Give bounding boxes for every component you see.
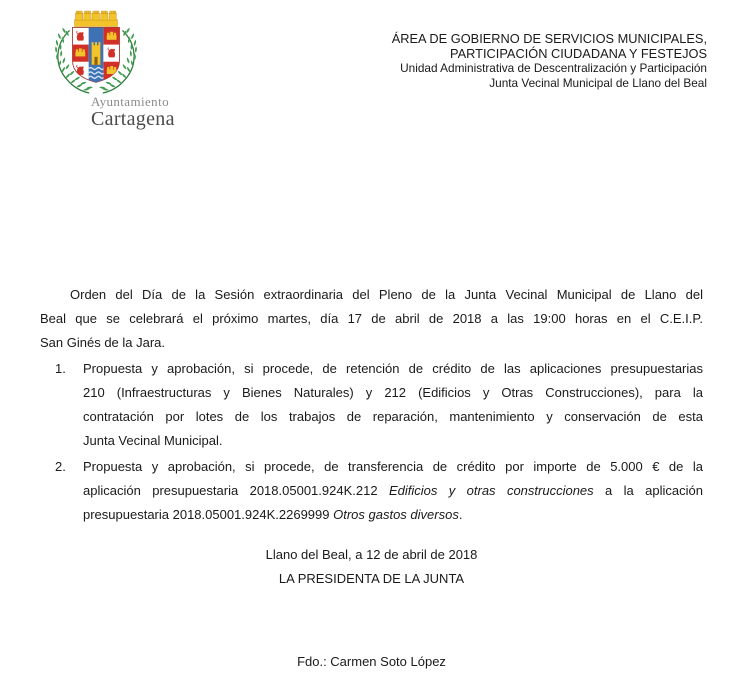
agenda-item-emphasis: Edificios y otras construcciones xyxy=(388,483,594,498)
letterhead xyxy=(392,31,707,91)
agenda-item-line: Propuesta y aprobación, si procede, de retención de crédito de las aplicaciones presupuestarias xyxy=(83,361,703,376)
agenda-item-segment: presupuestaria 2018.05001.924K.2269999 xyxy=(83,507,334,522)
cartagena-coat-of-arms xyxy=(44,4,148,94)
intro-line: San Ginés de la Jara. xyxy=(40,335,166,350)
agenda-item-line xyxy=(83,479,703,503)
agenda-item-number: 1. xyxy=(55,361,66,376)
letterhead-line-1: ÁREA DE GOBIERNO DE SERVICIOS MUNICIPALES, xyxy=(391,31,707,46)
document-body xyxy=(40,283,703,674)
agenda-item-line xyxy=(83,455,703,479)
intro-line: Beal que se celebrará el próximo martes, día 17 de abril de 2018 a las 19:00 horas en el C.E.I.P. xyxy=(40,311,703,326)
agenda-item-segment: aplicación presupuestaria 2018.05001.924K.212 xyxy=(83,483,389,498)
cartagena-logo xyxy=(44,4,175,130)
signer-title-line: LA PRESIDENTA DE LA JUNTA xyxy=(278,571,465,586)
agenda-item-line: 210 (Infraestructuras y Bienes Naturales) y 212 (Edificios y Otras Construcciones), para la xyxy=(83,385,703,400)
intro-line: Orden del Día de la Sesión extraordinaria del Pleno de la Junta Vecinal Municipal de Llano del xyxy=(70,287,703,302)
agenda-item-line: contratación por lotes de los trabajos de reparación, mantenimiento y conservación de esta xyxy=(83,409,703,424)
letterhead-line-4: Junta Vecinal Municipal de Llano del Beal xyxy=(489,76,707,90)
letterhead-line-3: Unidad Administrativa de Descentralización y Participación xyxy=(400,61,707,75)
signature-line: Fdo.: Carmen Soto López xyxy=(297,654,446,669)
logo-wordmark xyxy=(91,95,175,129)
place-date-line: Llano del Beal, a 12 de abril de 2018 xyxy=(265,547,478,562)
mural-crown-icon xyxy=(74,11,117,26)
agenda-item-text xyxy=(83,357,703,453)
logo-institution: Ayuntamiento xyxy=(91,94,169,109)
castle-icon xyxy=(75,48,85,56)
agenda-item-1 xyxy=(55,357,703,453)
agenda-item-2 xyxy=(55,455,703,527)
intro-paragraph xyxy=(40,283,703,355)
agenda-item-segment: a la aplicación xyxy=(593,483,703,498)
agenda-item-text xyxy=(83,455,703,527)
agenda-item-segment: . xyxy=(458,507,463,522)
letterhead-line-2: PARTICIPACIÓN CIUDADANA Y FESTEJOS xyxy=(450,46,707,61)
agenda-item-line xyxy=(83,503,703,527)
shield-icon xyxy=(73,27,120,82)
agenda-item-segment: Propuesta y aprobación, si procede, de transferencia de crédito por importe de 5.000 € de la xyxy=(83,459,703,474)
closing-block xyxy=(40,543,703,591)
agenda-item-line: Junta Vecinal Municipal. xyxy=(83,433,223,448)
agenda-item-emphasis: Otros gastos diversos xyxy=(333,507,459,522)
castle-icon xyxy=(107,32,117,40)
tower-icon xyxy=(92,42,101,65)
logo-city: Cartagena xyxy=(91,108,175,130)
agenda-item-number: 2. xyxy=(55,459,66,474)
